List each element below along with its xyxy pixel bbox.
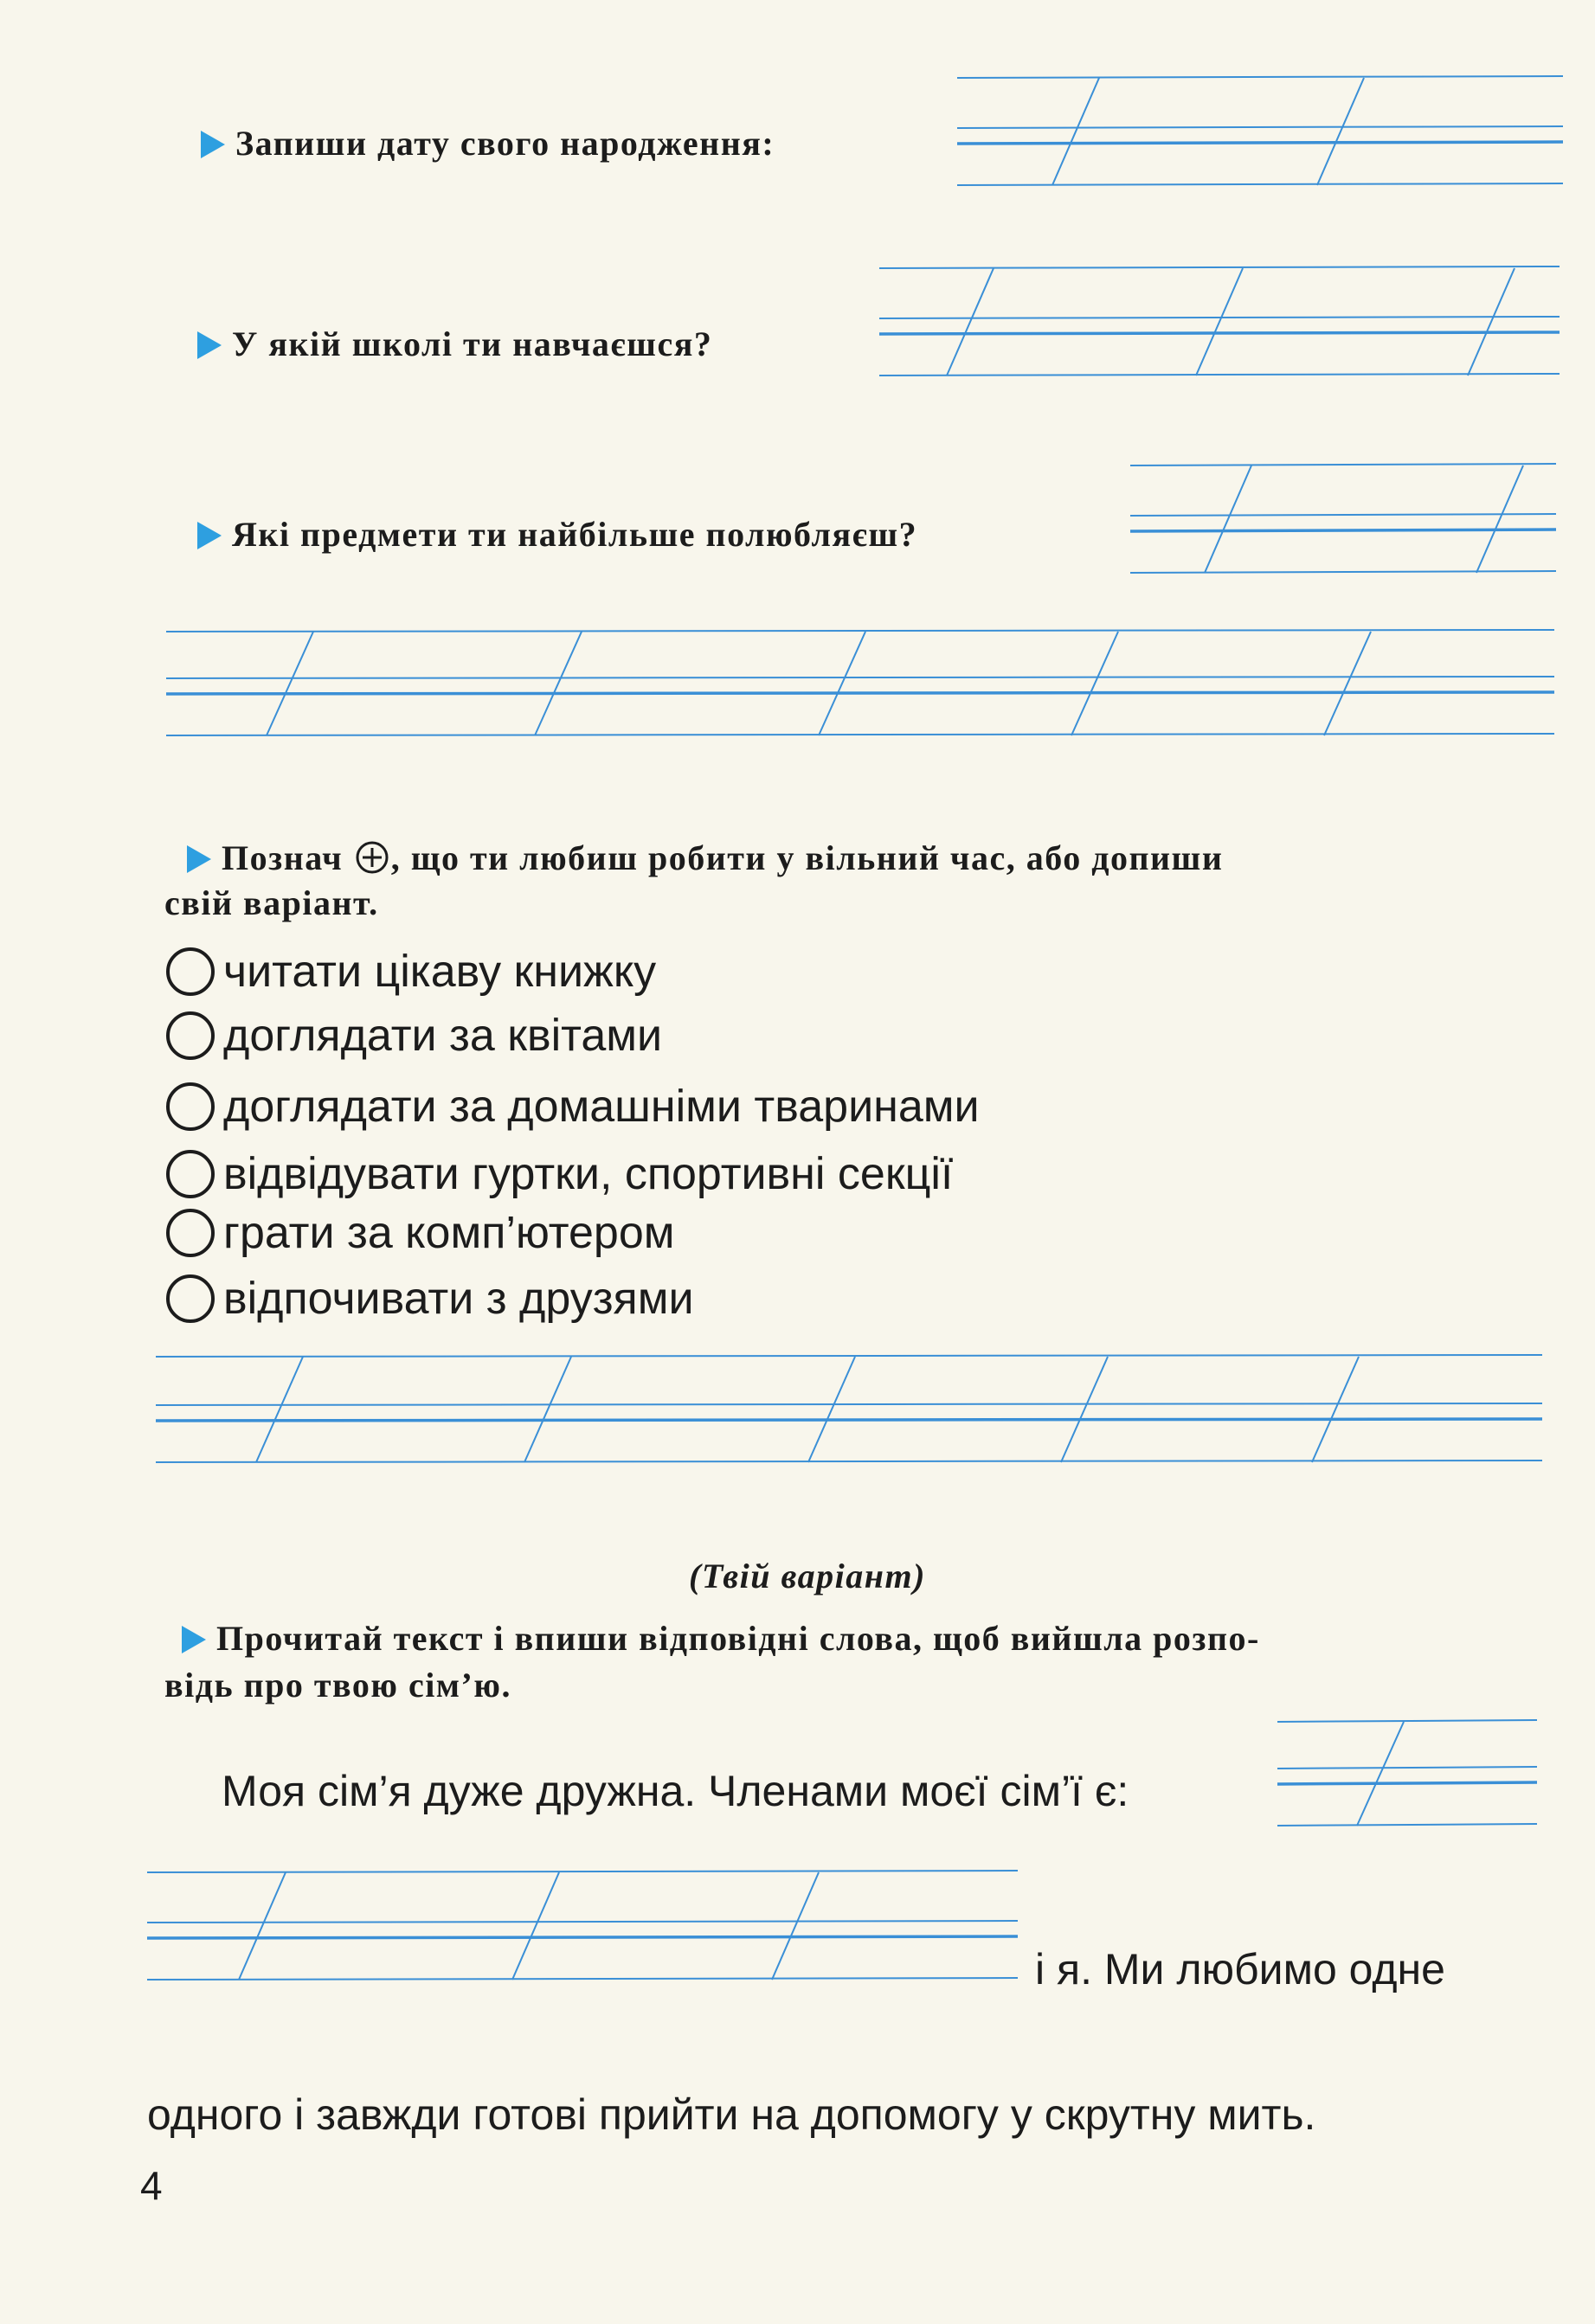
page-number: 4 [140, 2163, 163, 2208]
your-variant-caption: (Твій варіант) [689, 1557, 926, 1595]
option-clubs[interactable]: відвідувати гуртки, спортивні секції [166, 1144, 953, 1204]
question-school: У якій школі ти навчаєшся? [197, 322, 712, 367]
guide-line [166, 630, 1554, 632]
guide-line [957, 76, 1563, 78]
subjects-answer-area[interactable] [1130, 516, 1560, 568]
option-checkbox[interactable] [166, 1011, 215, 1060]
guide-line [1130, 571, 1556, 573]
question-family: Прочитай текст і впиши відповідні слова, щоб вийшла розпо- [182, 1616, 1260, 1661]
option-checkbox[interactable] [166, 1274, 215, 1323]
arrow-bullet-icon [201, 131, 225, 158]
arrow-bullet-icon [197, 522, 222, 549]
guide-line [879, 317, 1560, 318]
birth-date-answer-area[interactable] [957, 123, 1563, 175]
arrow-bullet-icon [182, 1626, 206, 1653]
option-pets[interactable]: доглядати за домашніми тваринами [166, 1076, 980, 1137]
option-checkbox[interactable] [166, 1209, 215, 1257]
question-hobbies: Познач , що ти любиш робити у вільний час, або допиши [187, 836, 1223, 886]
question-birth-date: Запиши дату свого народження: [201, 121, 775, 166]
option-read-book[interactable]: читати цікаву книжку [166, 941, 656, 1002]
option-checkbox[interactable] [166, 1150, 215, 1198]
your-variant-answer-lines[interactable] [156, 1367, 1540, 1462]
guide-line [156, 1355, 1542, 1357]
circle-plus-icon [355, 840, 389, 886]
subjects-answer-lines[interactable] [166, 649, 1551, 744]
guide-line [879, 266, 1560, 268]
family-members-answer-lines[interactable] [147, 1886, 1004, 2016]
guide-line [1277, 1720, 1537, 1722]
option-checkbox[interactable] [166, 1082, 215, 1131]
option-computer[interactable]: грати за комп’ютером [166, 1203, 675, 1263]
option-friends[interactable]: відпочивати з друзями [166, 1268, 694, 1329]
guide-line [147, 1871, 1018, 1872]
family-members-answer-area[interactable] [1277, 1736, 1537, 1857]
question-family-line2: відь про твою сім’ю. [164, 1666, 511, 1704]
family-text-line2: і я. Ми любимо одне [1035, 1945, 1445, 1993]
family-text-line1: Моя сім’я дуже дружна. Членами моєї сім’ї є: [222, 1767, 1129, 1815]
question-subjects: Які предмети ти найбільше полюбляєш? [197, 512, 917, 557]
option-flowers[interactable]: доглядати за квітами [166, 1005, 662, 1066]
school-answer-area[interactable] [879, 325, 1563, 377]
arrow-bullet-icon [197, 331, 222, 359]
guide-line [957, 183, 1563, 185]
arrow-bullet-icon [187, 845, 211, 873]
family-text-line3: одного і завжди готові прийти на допомогу у скрутну мить. [147, 2090, 1316, 2139]
option-checkbox[interactable] [166, 947, 215, 996]
guide-line [1130, 464, 1556, 465]
question-hobbies-line2: свій варіант. [164, 883, 379, 922]
